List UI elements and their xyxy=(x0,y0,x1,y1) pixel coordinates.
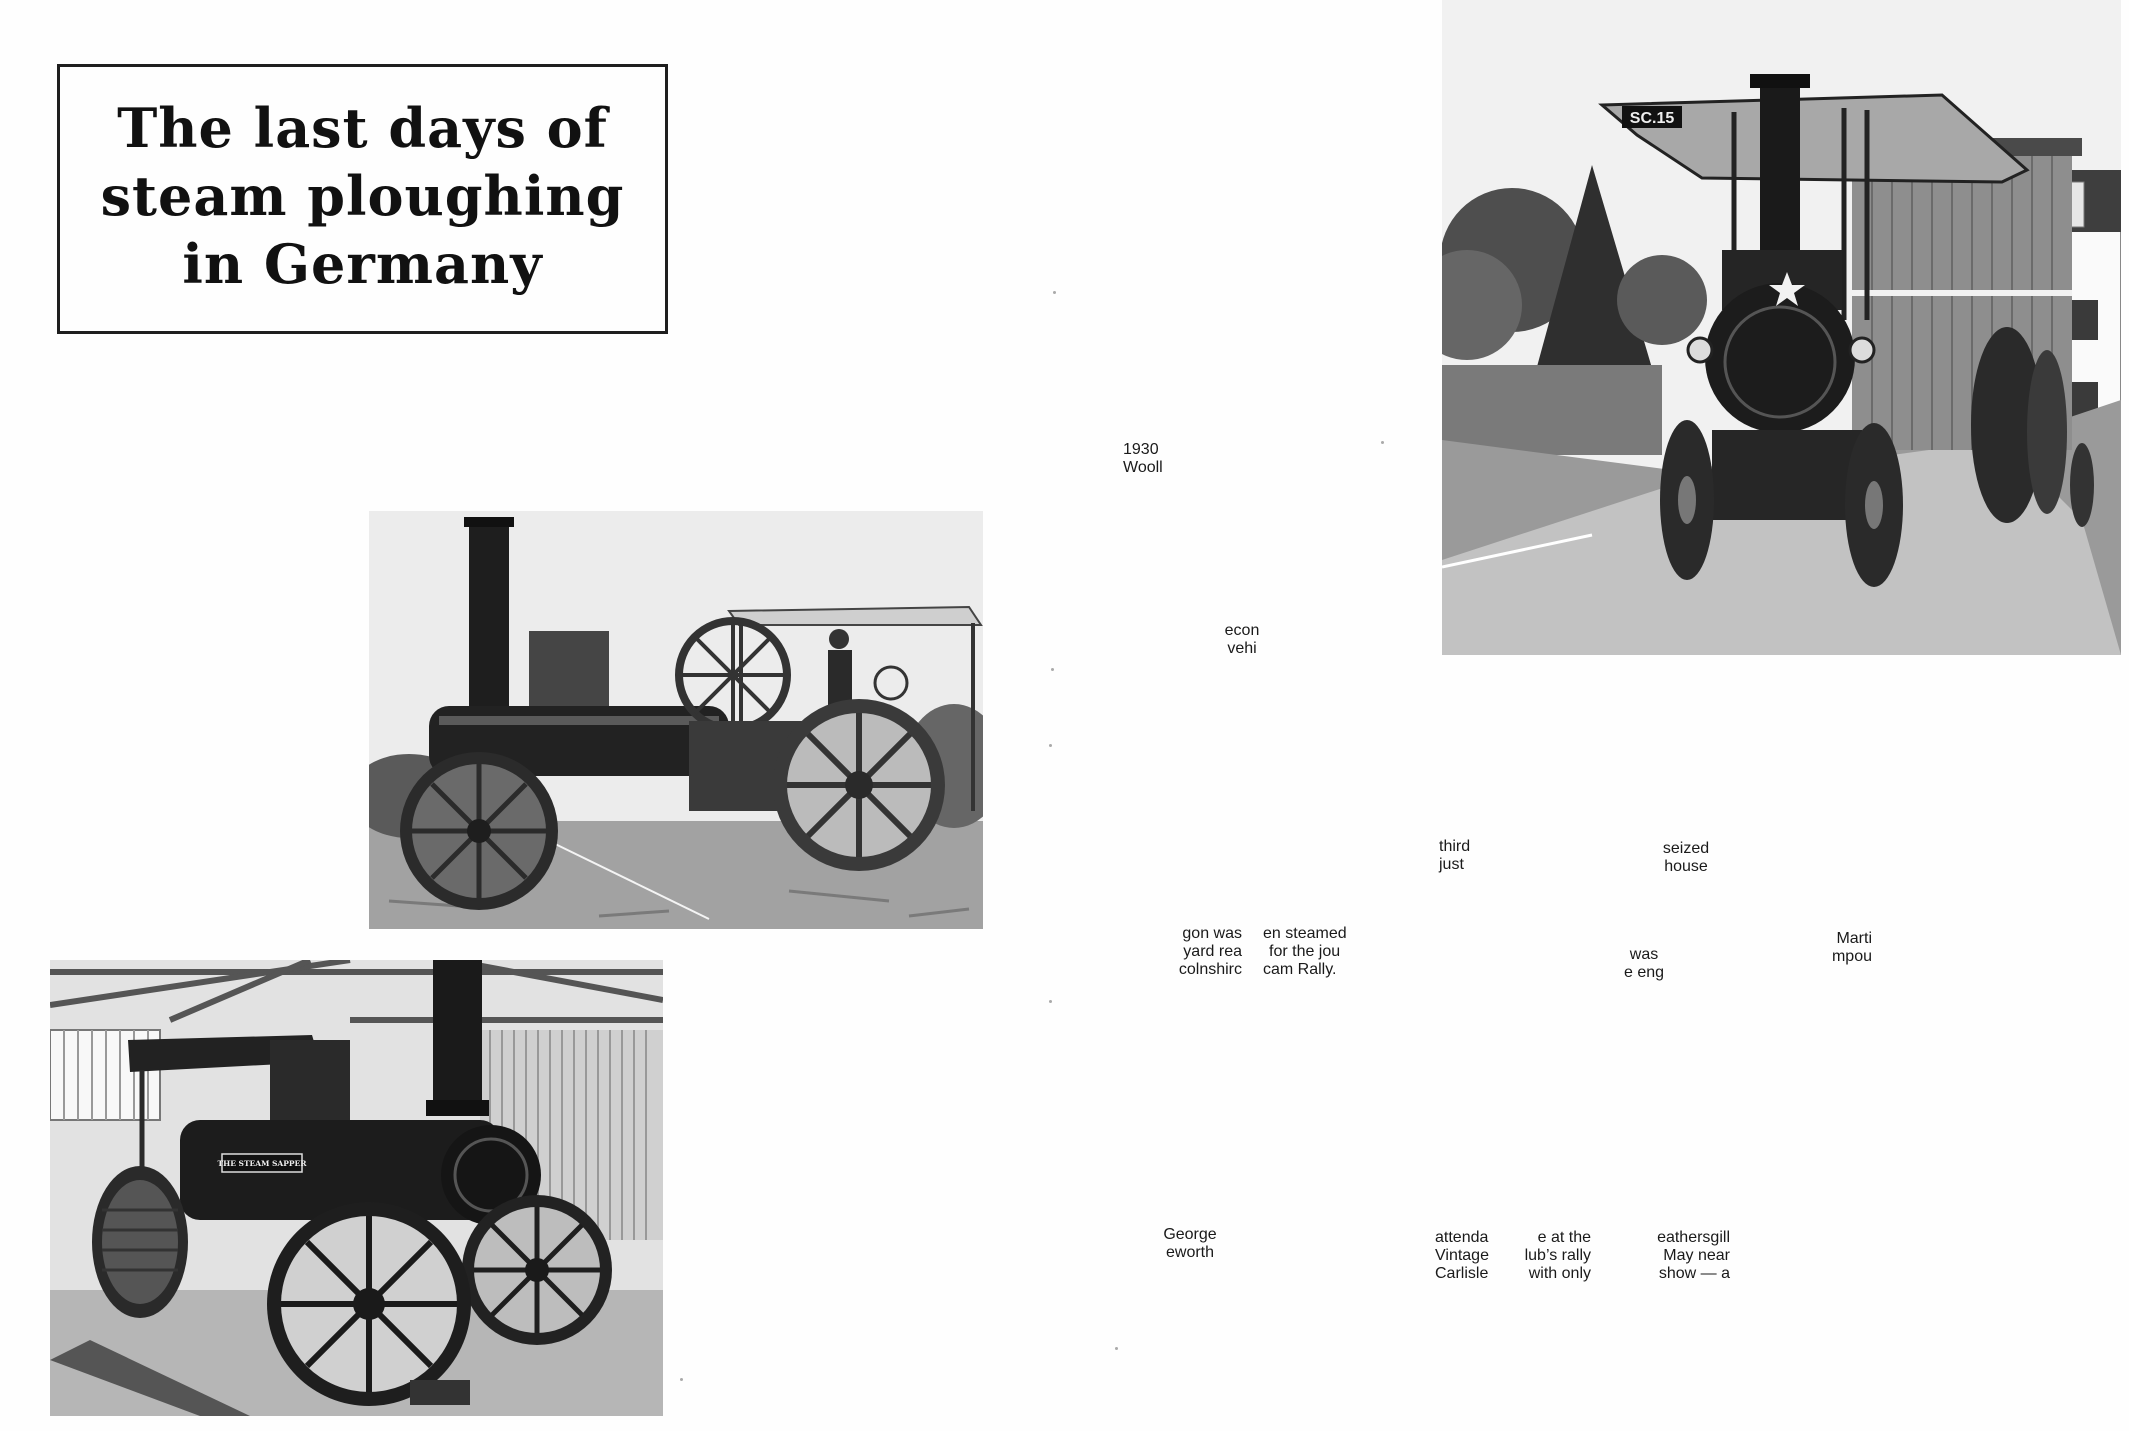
text-line: for the jou xyxy=(1269,943,1341,960)
text-line: Wooll xyxy=(1123,459,1163,476)
text-line: en steamed xyxy=(1263,925,1347,942)
text-line: econ xyxy=(1224,622,1260,639)
rear-wheel xyxy=(92,1166,188,1318)
chimney xyxy=(433,960,482,1114)
text-fragment xyxy=(1509,1229,1591,1283)
scan-speck xyxy=(1051,668,1054,671)
text-line: eworth xyxy=(1165,1244,1215,1261)
text-line: house xyxy=(1664,858,1708,875)
driver xyxy=(828,629,852,712)
right-wheel xyxy=(462,1195,612,1345)
text-line: 1930 xyxy=(1123,441,1159,458)
text-fragment xyxy=(1263,925,1347,979)
road-engine-illustration xyxy=(1442,0,2121,655)
text-fragment xyxy=(1647,1229,1730,1283)
text-line: was xyxy=(1629,946,1659,963)
text-line: vehi xyxy=(1227,640,1257,657)
text-fragment xyxy=(1619,946,1669,982)
scan-speck xyxy=(1049,1000,1052,1003)
front-wheel xyxy=(267,1202,471,1406)
text-fragment xyxy=(1658,840,1714,876)
chimney-cap xyxy=(1750,74,1810,88)
scan-speck xyxy=(1053,291,1056,294)
boiler-highlight xyxy=(439,716,719,725)
text-line: mpou xyxy=(1831,948,1872,965)
text-fragment xyxy=(1214,622,1270,658)
photo-road-engine xyxy=(1442,0,2121,655)
photo-field-engine xyxy=(369,511,983,929)
text-line: e eng xyxy=(1623,964,1665,981)
text-line: e at the xyxy=(1537,1229,1591,1246)
article-title-box xyxy=(57,64,668,334)
headlamp-left xyxy=(1688,338,1712,362)
hedge xyxy=(1442,365,1662,455)
scan-speck xyxy=(1115,1347,1118,1350)
wheel-block xyxy=(410,1380,470,1405)
plate-text: SC.15 xyxy=(1629,110,1675,127)
flywheel xyxy=(679,621,787,729)
rear-wheel xyxy=(773,699,945,871)
text-line: just xyxy=(1439,856,1464,873)
text-fragment xyxy=(1439,838,1470,874)
cylinder-block xyxy=(529,631,609,711)
text-line: lub’s rally xyxy=(1524,1247,1591,1264)
name-plate-text: THE STEAM SAPPER xyxy=(217,1159,307,1168)
text-line: Marti xyxy=(1836,930,1872,947)
text-line: May near xyxy=(1663,1247,1730,1264)
scan-speck xyxy=(680,1378,683,1381)
text-fragment xyxy=(1822,930,1872,966)
text-line: yard rea xyxy=(1183,943,1242,960)
front-axle xyxy=(1712,430,1862,520)
text-line: Carlisle xyxy=(1435,1265,1489,1282)
text-line: eathersgill xyxy=(1657,1229,1730,1246)
text-line: show — a xyxy=(1658,1265,1730,1282)
text-fragment xyxy=(1166,925,1242,979)
scan-speck xyxy=(1381,441,1384,444)
text-line: cam Rally. xyxy=(1263,961,1337,978)
field-engine-illustration xyxy=(369,511,983,929)
text-line: gon was xyxy=(1182,925,1242,942)
text-fragment xyxy=(1435,1229,1489,1283)
article-title-line: steam ploughing xyxy=(100,164,625,228)
text-line: George xyxy=(1163,1226,1217,1243)
text-fragment xyxy=(1123,441,1163,477)
text-line: third xyxy=(1439,838,1471,855)
scan-speck xyxy=(1049,744,1052,747)
name-plate xyxy=(218,1154,308,1172)
chimney-base xyxy=(426,1100,489,1116)
registration-plate xyxy=(1622,106,1682,128)
rear-wheels xyxy=(1971,327,2067,523)
text-line: seized xyxy=(1662,840,1710,857)
shed-engine-illustration xyxy=(50,960,663,1416)
canopy xyxy=(729,607,981,625)
cylinder-block xyxy=(270,1040,350,1122)
text-line: Vintage xyxy=(1435,1247,1489,1264)
text-line: colnshirc xyxy=(1178,961,1242,978)
chimney xyxy=(469,521,509,706)
photo-shed-engine xyxy=(50,960,663,1416)
text-fragment xyxy=(1157,1226,1223,1262)
text-line: with only xyxy=(1528,1265,1591,1282)
front-wheel xyxy=(400,752,558,910)
headlamp-right xyxy=(1850,338,1874,362)
chimney-cap xyxy=(464,517,514,527)
article-title-line: in Germany xyxy=(182,232,543,296)
text-line: attenda xyxy=(1435,1229,1489,1246)
article-title-line: The last days of xyxy=(117,96,608,160)
